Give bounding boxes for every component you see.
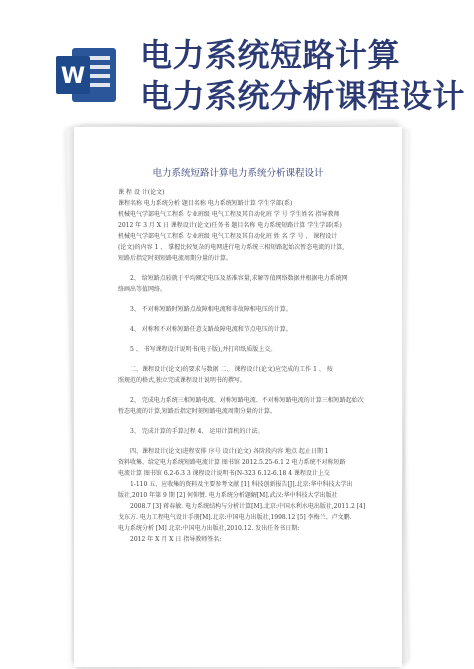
document-line: 资料收集、给定电力系统短路电流计算 图书馆 2012.5.25-6.1 2 电力系统不对称短路 [118,459,346,466]
document-line: 戈东方. 电力工程电气设计手册[M].北京:中国电力出版社,1998.12 [5] 李梅兰、卢文鹏. [118,514,352,521]
document-line: 5 、 书写课程设计说明书(电子版),并打印纸质版上交。 [130,346,277,353]
paragraph-gap [118,355,370,364]
document-line: 课 程 设 计(论文) [118,189,165,196]
document-line: 2012 年 X 月 X 日 指导教师签名: [130,536,222,543]
word-document-icon [54,42,120,108]
document-title: 电力系统短路计算电力系统分析课程设计 [152,168,324,179]
document-line: 3、 完成计算的手算过程 4、 运用计算机的计法。 [130,428,264,435]
document-line: 2、 完成电力系统三相短路电流、对称短路电流、不对称短路电流的计算三相短路起始次 [130,397,364,404]
document-line: 2、 给短路点较就于平均额定电压及基准容量,求解等值网络数据并根据电力系统网 [130,275,348,282]
document-line: 2012 年 3 月 X 日 课程设计(论文)任务书 题目名称 电力系统短路计算 学生学部(系) [118,222,342,229]
document-line: 四、课程设计(论文)进程安排 序号 设计(论文) 各阶段内容 地点 起止日期 1 [130,448,329,455]
paragraph-gap [118,417,370,426]
document-line: 课程名称 电力系统分析 题目名称 电力系统短路计算 学生学部(系) [118,200,293,207]
document-line: 电流计算 图书馆 6.2-6.3 3 课程设计说明书(N-323 6.12-6.18 4 课程设计上交 [118,470,330,477]
document-line: 络画出等值网络。 [118,286,167,293]
page-title-line-2: 电力系统分析课程设计 [140,77,466,115]
document-line: 短路后指定时刻短路电流周期分量的计算。 [118,255,233,262]
word-icon-letter: W [60,64,86,89]
document-line: (论文)的内容 1 、 掌握比较复杂的电网进行电力系统三相短路起始次暂态电流的计算, [118,244,345,251]
paragraph-gap [118,315,370,324]
document-line: 1-110 五、应收集的资料及主要参考文献 [1] 科技创新报告[J].北京:华中科技大学出 [130,481,353,488]
document-line: 机械电气学部电气工程系 专业班级 电气工程及其自动化班 姓 名 学 号 、 课程设计 [118,233,338,240]
document-line: 4、 对称和不对称短路任意支路故障电流和节点电压的计算。 [130,326,292,333]
paragraph-gap [118,295,370,304]
document-preview-page [74,127,402,667]
document-line: 照规范的格式,独立完成课程设计说明书的撰写。 [118,377,246,384]
document-line: 二、课程设计(论文)的要求与数据 二、 课程设计(论文)应完成的工作 1 、 按 [130,366,333,373]
document-line: 2008.7 [3] 蒋春敏. 电力系统结构与分析计算[M].北京:中国水利水电出版社,2011.2 [4] [130,503,366,510]
paragraph-gap [118,437,370,446]
document-line: 3、 不对称短路时短路点故障相电流和非故障相电压的计算。 [130,306,292,313]
page-title-line-1: 电力系统短路计算 [140,36,401,74]
paragraph-gap [118,335,370,344]
document-line: 暂态电流的计算,短路后指定时刻短路电流周期分量的计算。 [118,408,276,415]
paragraph-gap [118,264,370,273]
document-line: 版社,2010 年第 9 期 [2] 何仰赞. 电力系统分析题解[M].武汉:华中科技大学出版社 [118,492,338,499]
paragraph-gap [118,386,370,395]
document-line: 机械电气学部电气工程系 专业班级 电气工程及其自动化班 学 号 学生姓名 指导教师 [118,211,340,218]
document-body [118,187,370,545]
header-banner [0,0,474,120]
document-line: 电力系统分析 [M] 北京:中国电力出版社,2010.12. 发出任务书日期: [118,525,300,532]
